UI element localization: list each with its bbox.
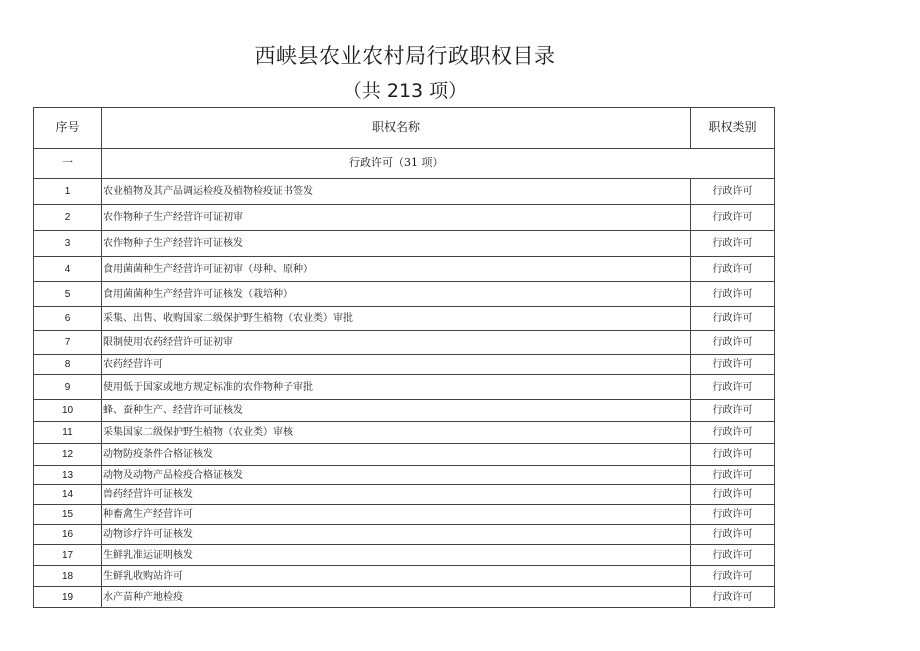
row-name: 生鲜乳收购站许可 — [102, 566, 691, 587]
row-name: 农药经营许可 — [102, 355, 691, 375]
row-category: 行政许可 — [691, 444, 775, 466]
row-seq: 8 — [34, 355, 102, 375]
row-category: 行政许可 — [691, 545, 775, 566]
table-row — [34, 566, 775, 587]
row-name: 水产苗种产地检疫 — [102, 587, 691, 608]
row-category: 行政许可 — [691, 179, 775, 205]
row-category: 行政许可 — [691, 485, 775, 505]
table-row — [34, 587, 775, 608]
table-row — [34, 525, 775, 545]
row-seq: 16 — [34, 525, 102, 545]
table-row — [34, 444, 775, 466]
row-name: 蜂、蚕种生产、经营许可证核发 — [102, 400, 691, 422]
row-name: 生鲜乳准运证明核发 — [102, 545, 691, 566]
row-category: 行政许可 — [691, 400, 775, 422]
table-row — [34, 282, 775, 307]
row-seq: 17 — [34, 545, 102, 566]
table-row — [34, 466, 775, 485]
row-category: 行政许可 — [691, 205, 775, 231]
row-seq: 6 — [34, 307, 102, 331]
row-name: 动物防疫条件合格证核发 — [102, 444, 691, 466]
row-name: 农业植物及其产品调运检疫及植物检疫证书签发 — [102, 179, 691, 205]
row-category: 行政许可 — [691, 505, 775, 525]
document-title: 西峡县农业农村局行政职权目录 — [254, 44, 556, 68]
document-subtitle: （共 213 项） — [342, 80, 468, 102]
row-seq: 5 — [34, 282, 102, 307]
row-seq: 1 — [34, 179, 102, 205]
row-name: 食用菌菌种生产经营许可证初审（母种、原种） — [102, 257, 691, 282]
row-seq: 10 — [34, 400, 102, 422]
row-category: 行政许可 — [691, 566, 775, 587]
row-seq: 11 — [34, 422, 102, 444]
row-seq: 13 — [34, 466, 102, 485]
table-row — [34, 231, 775, 257]
row-name: 种畜禽生产经营许可 — [102, 505, 691, 525]
row-category: 行政许可 — [691, 466, 775, 485]
row-seq: 14 — [34, 485, 102, 505]
row-category: 行政许可 — [691, 355, 775, 375]
header-name: 职权名称 — [102, 108, 691, 149]
row-name: 兽药经营许可证核发 — [102, 485, 691, 505]
row-seq: 2 — [34, 205, 102, 231]
table-row — [34, 545, 775, 566]
row-seq: 12 — [34, 444, 102, 466]
row-seq: 7 — [34, 331, 102, 355]
row-category: 行政许可 — [691, 422, 775, 444]
row-category: 行政许可 — [691, 307, 775, 331]
row-name: 动物诊疗许可证核发 — [102, 525, 691, 545]
table-row — [34, 422, 775, 444]
table-row — [34, 375, 775, 400]
table-row — [34, 331, 775, 355]
header-seq: 序号 — [34, 108, 102, 149]
section-seq: 一 — [34, 149, 102, 179]
row-name: 食用菌菌种生产经营许可证核发（栽培种） — [102, 282, 691, 307]
row-seq: 9 — [34, 375, 102, 400]
row-category: 行政许可 — [691, 525, 775, 545]
row-name: 农作物种子生产经营许可证初审 — [102, 205, 691, 231]
section-empty-cell — [691, 149, 775, 179]
authority-table — [33, 107, 775, 608]
header-category: 职权类别 — [691, 108, 775, 149]
table-row — [34, 205, 775, 231]
row-name: 采集国家二级保护野生植物（农业类）审核 — [102, 422, 691, 444]
row-category: 行政许可 — [691, 282, 775, 307]
row-name: 动物及动物产品检疫合格证核发 — [102, 466, 691, 485]
row-seq: 18 — [34, 566, 102, 587]
row-seq: 3 — [34, 231, 102, 257]
table-row — [34, 505, 775, 525]
table-row — [34, 179, 775, 205]
table-row — [34, 355, 775, 375]
row-seq: 4 — [34, 257, 102, 282]
table-row — [34, 257, 775, 282]
row-name: 采集、出售、收购国家二级保护野生植物（农业类）审批 — [102, 307, 691, 331]
row-name: 农作物种子生产经营许可证核发 — [102, 231, 691, 257]
row-name: 使用低于国家或地方规定标准的农作物种子审批 — [102, 375, 691, 400]
row-seq: 15 — [34, 505, 102, 525]
row-category: 行政许可 — [691, 587, 775, 608]
table-row — [34, 307, 775, 331]
section-label: 行政许可（31 项） — [102, 149, 691, 179]
row-category: 行政许可 — [691, 257, 775, 282]
table-header-row — [34, 108, 775, 149]
table-row — [34, 485, 775, 505]
row-category: 行政许可 — [691, 331, 775, 355]
row-category: 行政许可 — [691, 231, 775, 257]
table-row — [34, 400, 775, 422]
row-category: 行政许可 — [691, 375, 775, 400]
row-seq: 19 — [34, 587, 102, 608]
section-row — [34, 149, 775, 179]
row-name: 限制使用农药经营许可证初审 — [102, 331, 691, 355]
